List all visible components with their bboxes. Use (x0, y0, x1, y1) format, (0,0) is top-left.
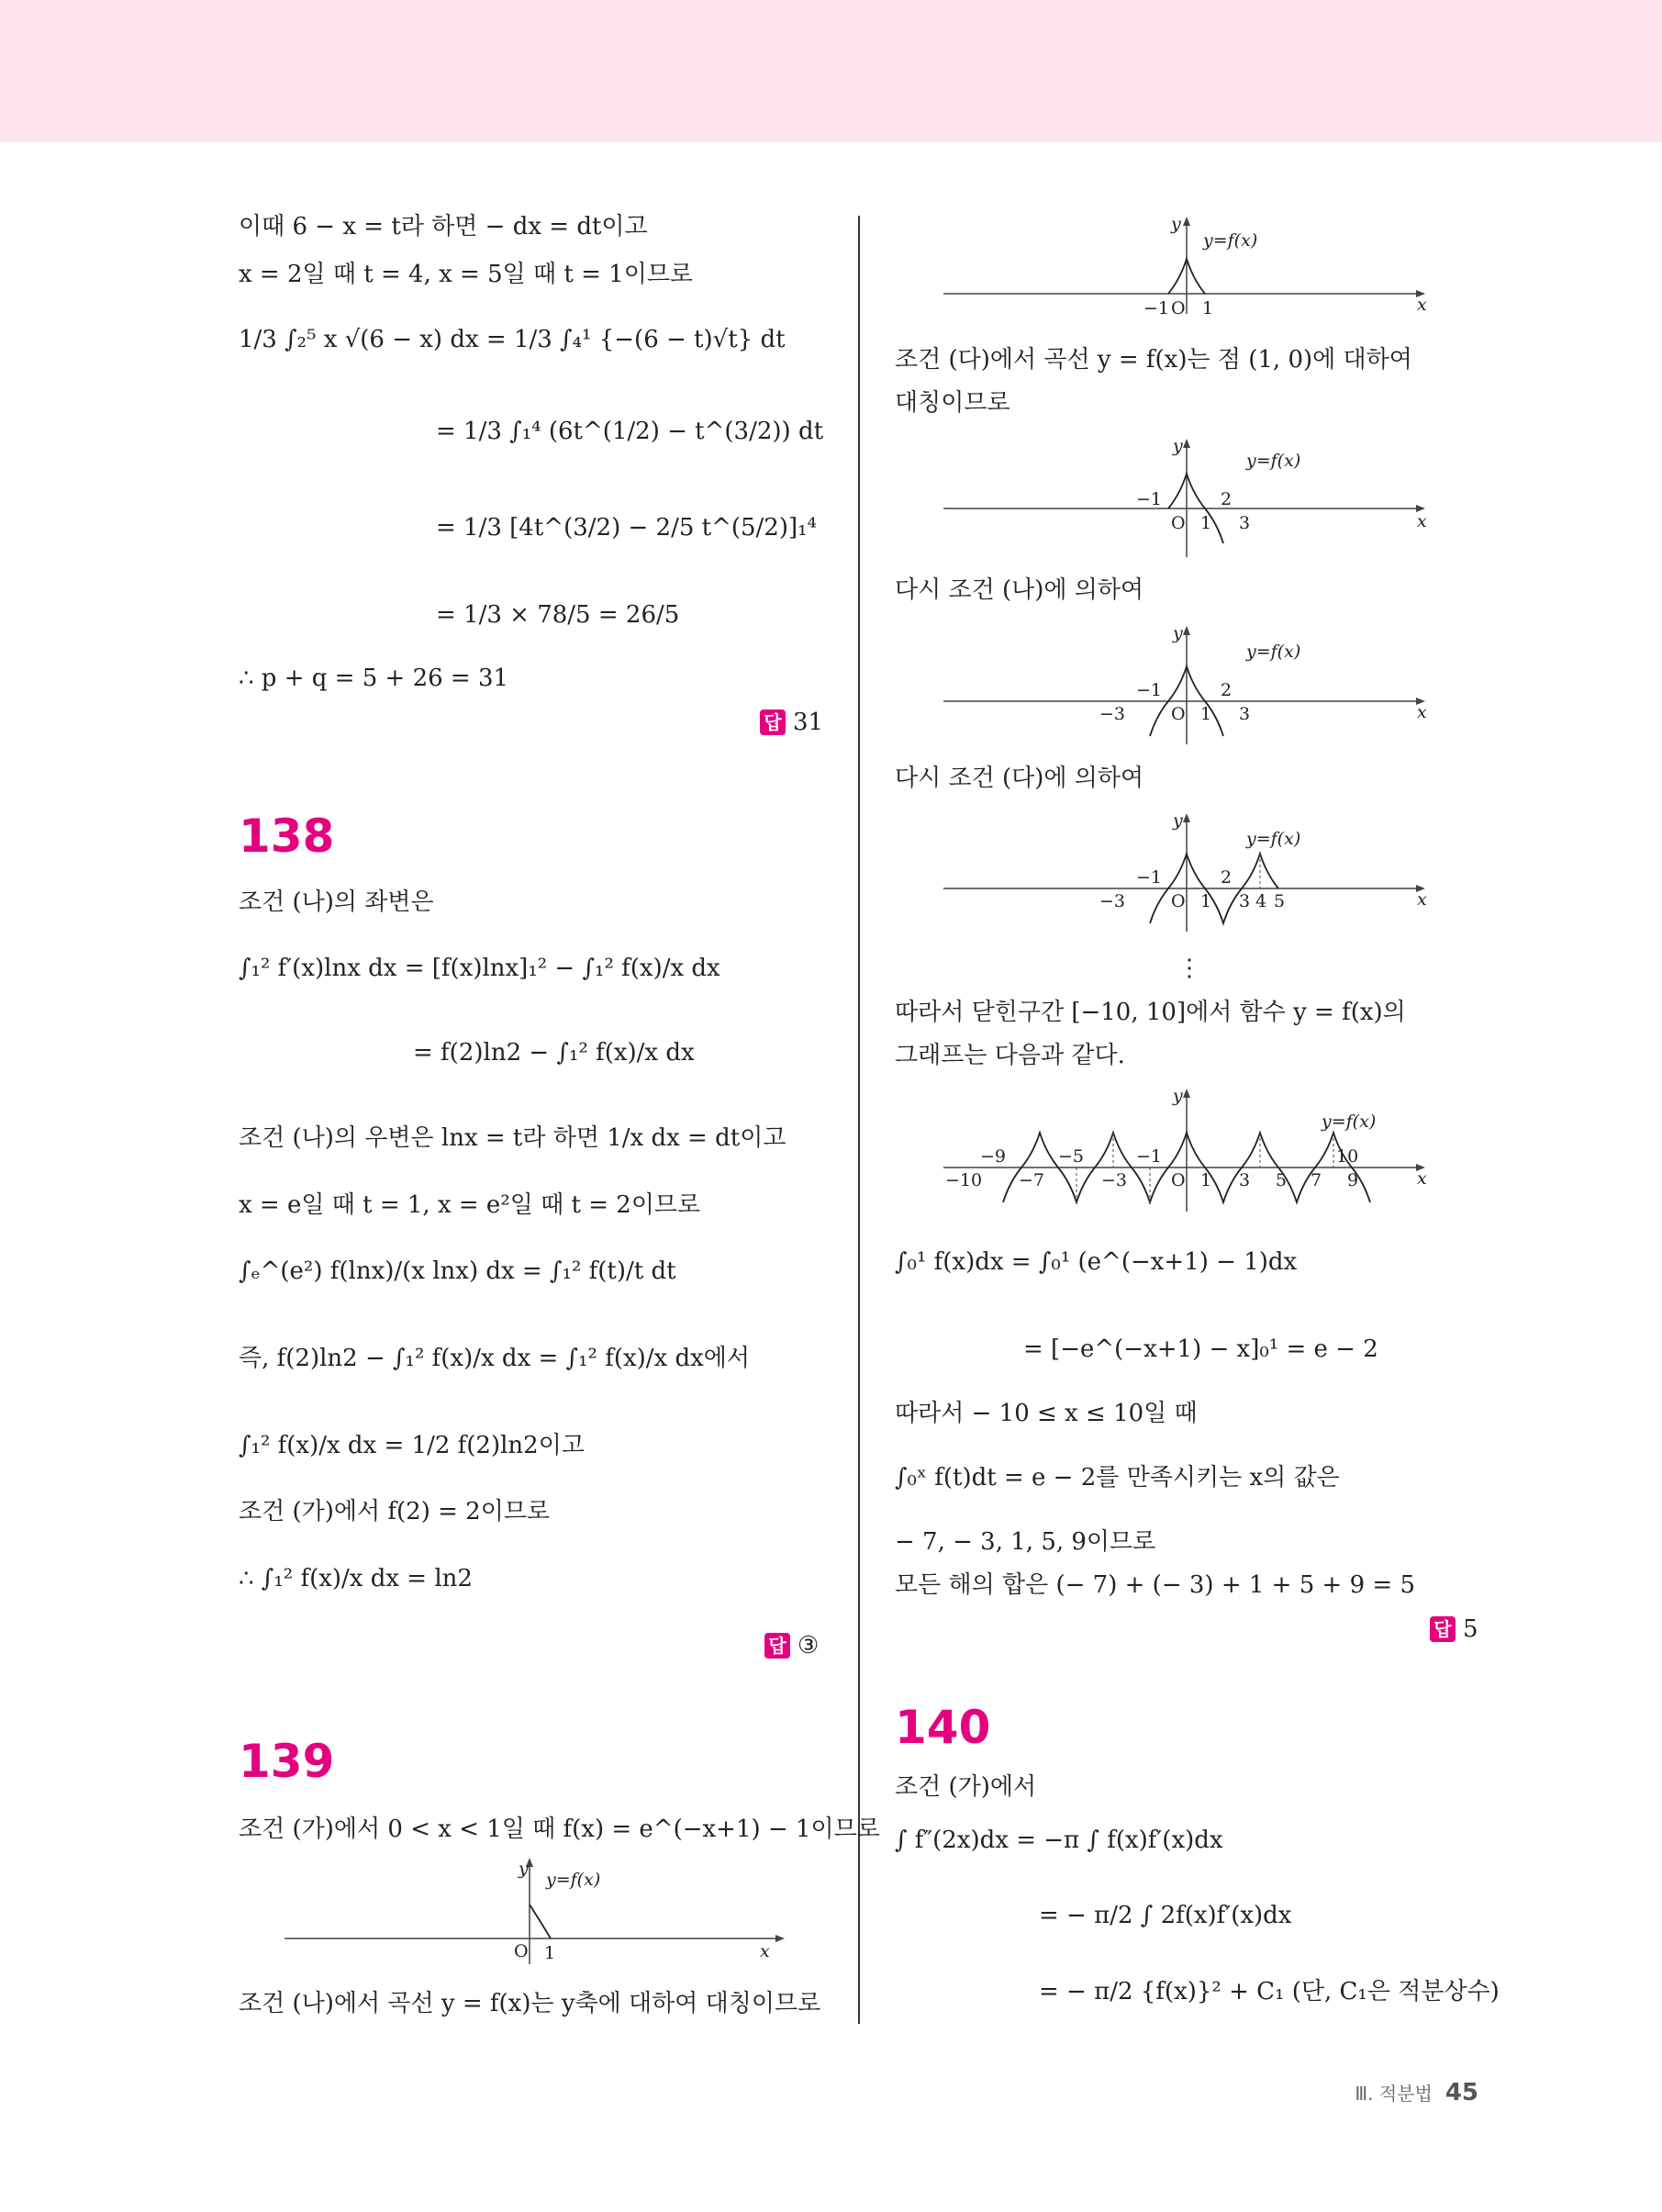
equation-line: 즉, f(2)ln2 − ∫₁² f(x)/x dx = ∫₁² f(x)/x dx에서 (239, 1345, 751, 1372)
problem-number-140: 140 (895, 1701, 991, 1754)
text-line: 조건 (다)에서 곡선 y = f(x)는 점 (1, 0)에 대하여 (895, 346, 1412, 374)
text-line: 따라서 닫힌구간 [−10, 10]에서 함수 y = f(x)의 (895, 999, 1406, 1026)
tick-label: 1 (544, 1943, 556, 1963)
equation-line: ∫₁² f′(x)lnx dx = [f(x)lnx]₁² − ∫₁² f(x)/x dx (239, 955, 720, 982)
answer-138 (764, 1632, 819, 1659)
vertical-ellipsis: ⋮ (1177, 955, 1201, 982)
tick-label: 5 (1274, 891, 1286, 911)
tick-label: 3 (1239, 1170, 1251, 1190)
curve-label: y=f(x) (1246, 451, 1301, 471)
equation-line: = f(2)ln2 − ∫₁² f(x)/x dx (413, 1039, 695, 1067)
text-line: 대칭이므로 (895, 389, 1010, 417)
tick-label: 3 (1239, 513, 1251, 533)
y-axis-arrow (1183, 813, 1190, 822)
tick-label: 2 (1221, 680, 1233, 700)
answer-137 (760, 709, 823, 736)
tick-label: 2 (1221, 489, 1233, 509)
answer-139 (1430, 1615, 1478, 1643)
chapter-label: Ⅲ. 적분법 (1355, 2083, 1433, 2105)
x-label: x (760, 1941, 770, 1961)
equation-line: ∫₀¹ f(x)dx = ∫₀¹ (e^(−x+1) − 1)dx (895, 1248, 1298, 1276)
x-label: x (1417, 702, 1427, 722)
text-line: 이때 6 − x = t라 하면 − dx = dt이고 (239, 213, 648, 240)
text-line: 조건 (나)의 우변은 lnx = t라 하면 1/x dx = dt이고 (239, 1124, 786, 1152)
y-label: y (1173, 1086, 1183, 1106)
text-line: 조건 (가)에서 f(2) = 2이므로 (239, 1498, 551, 1525)
tick-label: −3 (1099, 891, 1126, 911)
curve-label: y=f(x) (1322, 1112, 1377, 1132)
origin-label: O (1171, 1170, 1186, 1190)
page-footer (1355, 2079, 1478, 2106)
equation-line: ∫ f″(2x)dx = −π ∫ f(x)f′(x)dx (895, 1827, 1223, 1854)
text-line: − 7, − 3, 1, 5, 9이므로 (895, 1528, 1156, 1556)
origin-label: O (1171, 298, 1186, 318)
tick-label: 10 (1336, 1146, 1359, 1167)
graph-step1 (943, 213, 1439, 323)
graph-f-0-1 (284, 1854, 798, 1973)
origin-label: O (1171, 704, 1186, 724)
tick-label: 1 (1200, 513, 1212, 533)
curve-label: y=f(x) (1246, 642, 1301, 662)
tick-label: 1 (1202, 298, 1214, 318)
tick-label: 2 (1221, 867, 1233, 888)
column-divider (858, 216, 860, 2024)
x-label: x (1417, 1168, 1427, 1189)
curve (530, 1905, 551, 1938)
tick-label: −3 (1099, 704, 1126, 724)
text-line: 다시 조건 (나)에 의하여 (895, 576, 1144, 604)
graph-full-interval (943, 1083, 1439, 1221)
tick-label: −1 (1136, 1146, 1163, 1167)
y-axis-arrow (1183, 217, 1190, 226)
tick-label: 3 (1239, 891, 1251, 911)
equation-line: ∫ₑ^(e²) f(lnx)/(x lnx) dx = ∫₁² f(t)/t dt (239, 1257, 676, 1285)
tick-label: −1 (1143, 298, 1170, 318)
answer-value: ③ (798, 1632, 820, 1659)
problem-number-138: 138 (239, 810, 335, 863)
tick-label: −1 (1136, 680, 1163, 700)
text-line: x = 2일 때 t = 4, x = 5일 때 t = 1이므로 (239, 261, 694, 288)
x-axis-arrow (775, 1935, 785, 1942)
graph-step2 (943, 433, 1439, 562)
tick-label: 5 (1276, 1170, 1288, 1190)
text-line: 모든 해의 합은 (− 7) + (− 3) + 1 + 5 + 9 = 5 (895, 1571, 1415, 1599)
y-axis-arrow (1183, 1089, 1190, 1098)
tick-label: −5 (1058, 1146, 1085, 1167)
origin-label: O (1171, 891, 1186, 911)
origin-label: O (1171, 513, 1186, 533)
y-axis-arrow (1183, 626, 1190, 635)
origin-label: O (514, 1941, 529, 1961)
text-line: 조건 (가)에서 0 < x < 1일 때 f(x) = e^(−x+1) − 1이므로 (239, 1815, 880, 1843)
text-line: 조건 (가)에서 (895, 1773, 1037, 1801)
conclusion-line: ∴ p + q = 5 + 26 = 31 (239, 665, 509, 692)
curve-label: y=f(x) (1203, 230, 1258, 251)
y-label: y (1173, 436, 1183, 456)
page-number: 45 (1444, 2079, 1478, 2106)
answer-value: 31 (793, 709, 824, 736)
tick-label: 1 (1200, 891, 1212, 911)
x-label: x (1417, 511, 1427, 531)
header-band (0, 0, 1662, 142)
equation-line: = − π/2 ∫ 2f(x)f′(x)dx (1039, 1902, 1292, 1929)
conclusion-line: ∴ ∫₁² f(x)/x dx = ln2 (239, 1565, 473, 1592)
tick-label: 9 (1347, 1170, 1359, 1190)
tick-label: −1 (1136, 867, 1163, 888)
y-label: y (1171, 214, 1181, 234)
text-line: x = e일 때 t = 1, x = e²일 때 t = 2이므로 (239, 1191, 701, 1219)
y-label: y (1173, 810, 1183, 831)
answer-badge: 답 (760, 709, 786, 735)
y-label: y (519, 1859, 529, 1879)
tick-label: −7 (1019, 1170, 1045, 1190)
problem-number-139: 139 (239, 1735, 335, 1788)
y-label: y (1173, 623, 1183, 643)
tick-label: 3 (1239, 704, 1251, 724)
equation-line: = − π/2 {f(x)}² + C₁ (단, C₁은 적분상수) (1039, 1978, 1500, 2005)
equation-line: 1/3 ∫₂⁵ x √(6 − x) dx = 1/3 ∫₄¹ {−(6 − t)√t} dt (239, 326, 786, 353)
equation-line: ∫₀ˣ f(t)dt = e − 2를 만족시키는 x의 값은 (895, 1464, 1340, 1491)
x-label: x (1417, 295, 1427, 315)
tick-label: −1 (1136, 489, 1163, 509)
equation-line: = 1/3 [4t^(3/2) − 2/5 t^(5/2)]₁⁴ (436, 514, 817, 542)
curve-label: y=f(x) (546, 1870, 601, 1890)
equation-line: = 1/3 × 78/5 = 26/5 (436, 601, 680, 629)
text-line: 그래프는 다음과 같다. (895, 1042, 1125, 1069)
y-axis-arrow (1183, 439, 1190, 448)
x-label: x (1417, 889, 1427, 910)
answer-badge: 답 (1430, 1616, 1456, 1642)
text-line: 조건 (나)의 좌변은 (239, 888, 434, 916)
answer-value: 5 (1463, 1615, 1478, 1643)
curve-label: y=f(x) (1246, 829, 1301, 849)
equation-line: = [−e^(−x+1) − x]₀¹ = e − 2 (1023, 1335, 1378, 1363)
tick-label: −10 (945, 1170, 983, 1190)
tick-label: −9 (980, 1146, 1007, 1167)
answer-badge: 답 (764, 1633, 790, 1659)
tick-label: 1 (1200, 1170, 1212, 1190)
equation-line: ∫₁² f(x)/x dx = 1/2 f(2)ln2이고 (239, 1432, 585, 1459)
tick-label: 7 (1311, 1170, 1322, 1190)
tick-label: 1 (1200, 704, 1212, 724)
text-line: 따라서 − 10 ≤ x ≤ 10일 때 (895, 1400, 1198, 1427)
graph-step3 (943, 620, 1439, 749)
graph-step4 (943, 808, 1439, 936)
tick-label: 4 (1255, 891, 1267, 911)
text-line: 다시 조건 (다)에 의하여 (895, 765, 1144, 792)
tick-label: −3 (1101, 1170, 1128, 1190)
equation-line: = 1/3 ∫₁⁴ (6t^(1/2) − t^(3/2)) dt (436, 418, 824, 445)
text-line: 조건 (나)에서 곡선 y = f(x)는 y축에 대하여 대칭이므로 (239, 1990, 821, 2017)
